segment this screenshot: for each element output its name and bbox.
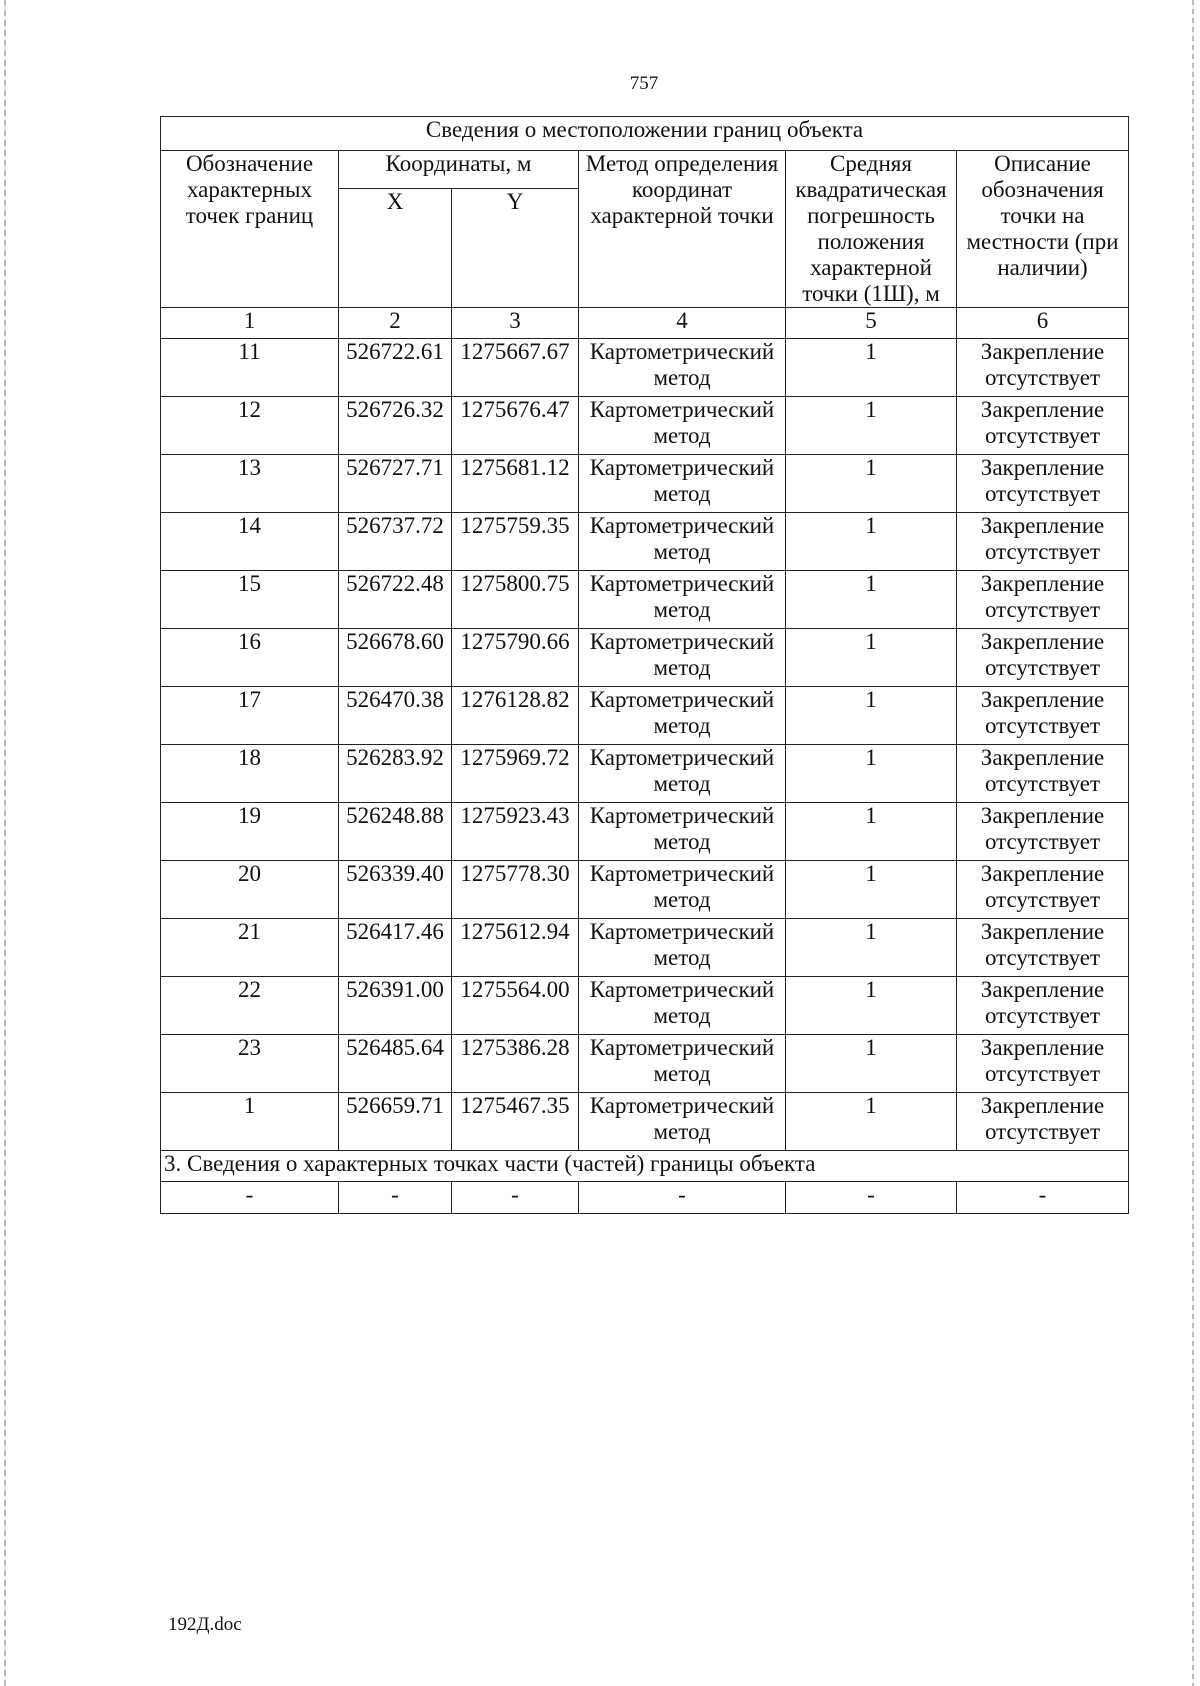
header-description: Описание обозначения точки на местности (при наличии) — [957, 151, 1129, 308]
cell-method: Картометрический метод — [579, 919, 786, 977]
cell-error: 1 — [786, 455, 957, 513]
cell-point: 15 — [161, 571, 339, 629]
cell-x: 526722.48 — [339, 571, 452, 629]
cell-description: Закрепление отсутствует — [957, 977, 1129, 1035]
scan-edge-right — [1192, 0, 1194, 1686]
cell-error: 1 — [786, 803, 957, 861]
cell-description: Закрепление отсутствует — [957, 745, 1129, 803]
header-row — [161, 151, 1129, 189]
cell-method: Картометрический метод — [579, 803, 786, 861]
cell-error: 1 — [786, 1093, 957, 1151]
cell-y: 1275667.67 — [452, 339, 579, 397]
cell-point: 14 — [161, 513, 339, 571]
cell-method: Картометрический метод — [579, 687, 786, 745]
cell-error: 1 — [786, 629, 957, 687]
cell-method: Картометрический метод — [579, 629, 786, 687]
table-cell: - — [339, 1182, 452, 1214]
cell-x: 526727.71 — [339, 455, 452, 513]
cell-y: 1275790.66 — [452, 629, 579, 687]
cell-method: Картометрический метод — [579, 745, 786, 803]
cell-method: Картометрический метод — [579, 339, 786, 397]
column-number-row — [161, 308, 1129, 339]
cell-error: 1 — [786, 919, 957, 977]
cell-x: 526722.61 — [339, 339, 452, 397]
cell-error: 1 — [786, 339, 957, 397]
table-cell: - — [452, 1182, 579, 1214]
section3-title-row — [161, 1151, 1129, 1182]
cell-error: 1 — [786, 977, 957, 1035]
cell-y: 1275800.75 — [452, 571, 579, 629]
table-cell: - — [161, 1182, 339, 1214]
cell-x: 526737.72 — [339, 513, 452, 571]
cell-error: 1 — [786, 513, 957, 571]
header-coordinates: Координаты, м — [339, 151, 579, 189]
cell-y: 1275676.47 — [452, 397, 579, 455]
cell-error: 1 — [786, 397, 957, 455]
table-title-row — [161, 117, 1129, 151]
section3-title: 3. Сведения о характерных точках части (частей) границы объекта — [161, 1151, 1129, 1182]
cell-point: 1 — [161, 1093, 339, 1151]
cell-x: 526391.00 — [339, 977, 452, 1035]
column-number: 5 — [786, 308, 957, 339]
cell-description: Закрепление отсутствует — [957, 513, 1129, 571]
cell-x: 526485.64 — [339, 1035, 452, 1093]
cell-x: 526678.60 — [339, 629, 452, 687]
cell-point: 23 — [161, 1035, 339, 1093]
table-row — [161, 629, 1129, 687]
cell-description: Закрепление отсутствует — [957, 803, 1129, 861]
cell-x: 526283.92 — [339, 745, 452, 803]
cell-y: 1275759.35 — [452, 513, 579, 571]
header-error: Средняя квадратическая погрешность положения характерной точки (1Ш), м — [786, 151, 957, 308]
cell-description: Закрепление отсутствует — [957, 1093, 1129, 1151]
cell-description: Закрепление отсутствует — [957, 687, 1129, 745]
table-row — [161, 977, 1129, 1035]
cell-y: 1275778.30 — [452, 861, 579, 919]
table-cell: - — [786, 1182, 957, 1214]
cell-point: 22 — [161, 977, 339, 1035]
cell-method: Картометрический метод — [579, 977, 786, 1035]
cell-y: 1275969.72 — [452, 745, 579, 803]
column-number: 6 — [957, 308, 1129, 339]
cell-x: 526248.88 — [339, 803, 452, 861]
cell-point: 17 — [161, 687, 339, 745]
cell-point: 20 — [161, 861, 339, 919]
cell-error: 1 — [786, 687, 957, 745]
column-number: 2 — [339, 308, 452, 339]
cell-method: Картометрический метод — [579, 513, 786, 571]
cell-method: Картометрический метод — [579, 1035, 786, 1093]
cell-description: Закрепление отсутствует — [957, 861, 1129, 919]
table-row — [161, 397, 1129, 455]
cell-y: 1275467.35 — [452, 1093, 579, 1151]
scan-edge-left — [4, 0, 6, 1686]
table-body — [161, 117, 1129, 1214]
cell-point: 19 — [161, 803, 339, 861]
cell-y: 1275923.43 — [452, 803, 579, 861]
cell-y: 1276128.82 — [452, 687, 579, 745]
cell-method: Картометрический метод — [579, 571, 786, 629]
table-cell: - — [957, 1182, 1129, 1214]
cell-point: 11 — [161, 339, 339, 397]
cell-point: 12 — [161, 397, 339, 455]
section3-row — [161, 1182, 1129, 1214]
cell-y: 1275386.28 — [452, 1035, 579, 1093]
header-y: Y — [452, 189, 579, 308]
cell-x: 526470.38 — [339, 687, 452, 745]
header-method: Метод определения координат характерной точки — [579, 151, 786, 308]
table-row — [161, 1035, 1129, 1093]
table-row — [161, 919, 1129, 977]
column-number: 3 — [452, 308, 579, 339]
table-cell: - — [579, 1182, 786, 1214]
cell-x: 526339.40 — [339, 861, 452, 919]
table-row — [161, 803, 1129, 861]
cell-y: 1275612.94 — [452, 919, 579, 977]
table-row — [161, 745, 1129, 803]
column-number: 4 — [579, 308, 786, 339]
table-row — [161, 571, 1129, 629]
cell-point: 21 — [161, 919, 339, 977]
footer-file-name: 192Д.doc — [168, 1614, 242, 1635]
cell-description: Закрепление отсутствует — [957, 397, 1129, 455]
column-number: 1 — [161, 308, 339, 339]
cell-x: 526659.71 — [339, 1093, 452, 1151]
cell-error: 1 — [786, 571, 957, 629]
cell-x: 526726.32 — [339, 397, 452, 455]
cell-description: Закрепление отсутствует — [957, 629, 1129, 687]
cell-error: 1 — [786, 1035, 957, 1093]
cell-x: 526417.46 — [339, 919, 452, 977]
table-row — [161, 861, 1129, 919]
cell-description: Закрепление отсутствует — [957, 1035, 1129, 1093]
cell-y: 1275681.12 — [452, 455, 579, 513]
table-row — [161, 1093, 1129, 1151]
cell-method: Картометрический метод — [579, 1093, 786, 1151]
cell-error: 1 — [786, 861, 957, 919]
cell-description: Закрепление отсутствует — [957, 919, 1129, 977]
table-row — [161, 687, 1129, 745]
cell-method: Картометрический метод — [579, 397, 786, 455]
cell-point: 13 — [161, 455, 339, 513]
cell-description: Закрепление отсутствует — [957, 571, 1129, 629]
boundary-coordinates-table — [160, 116, 1129, 1214]
table-title: Сведения о местоположении границ объекта — [161, 117, 1129, 151]
header-point: Обозначение характерных точек границ — [161, 151, 339, 308]
table-row — [161, 455, 1129, 513]
cell-description: Закрепление отсутствует — [957, 455, 1129, 513]
table-row — [161, 513, 1129, 571]
cell-y: 1275564.00 — [452, 977, 579, 1035]
header-x: X — [339, 189, 452, 308]
cell-description: Закрепление отсутствует — [957, 339, 1129, 397]
cell-method: Картометрический метод — [579, 861, 786, 919]
cell-point: 18 — [161, 745, 339, 803]
table-row — [161, 339, 1129, 397]
cell-method: Картометрический метод — [579, 455, 786, 513]
page-number: 757 — [629, 73, 659, 94]
cell-error: 1 — [786, 745, 957, 803]
cell-point: 16 — [161, 629, 339, 687]
